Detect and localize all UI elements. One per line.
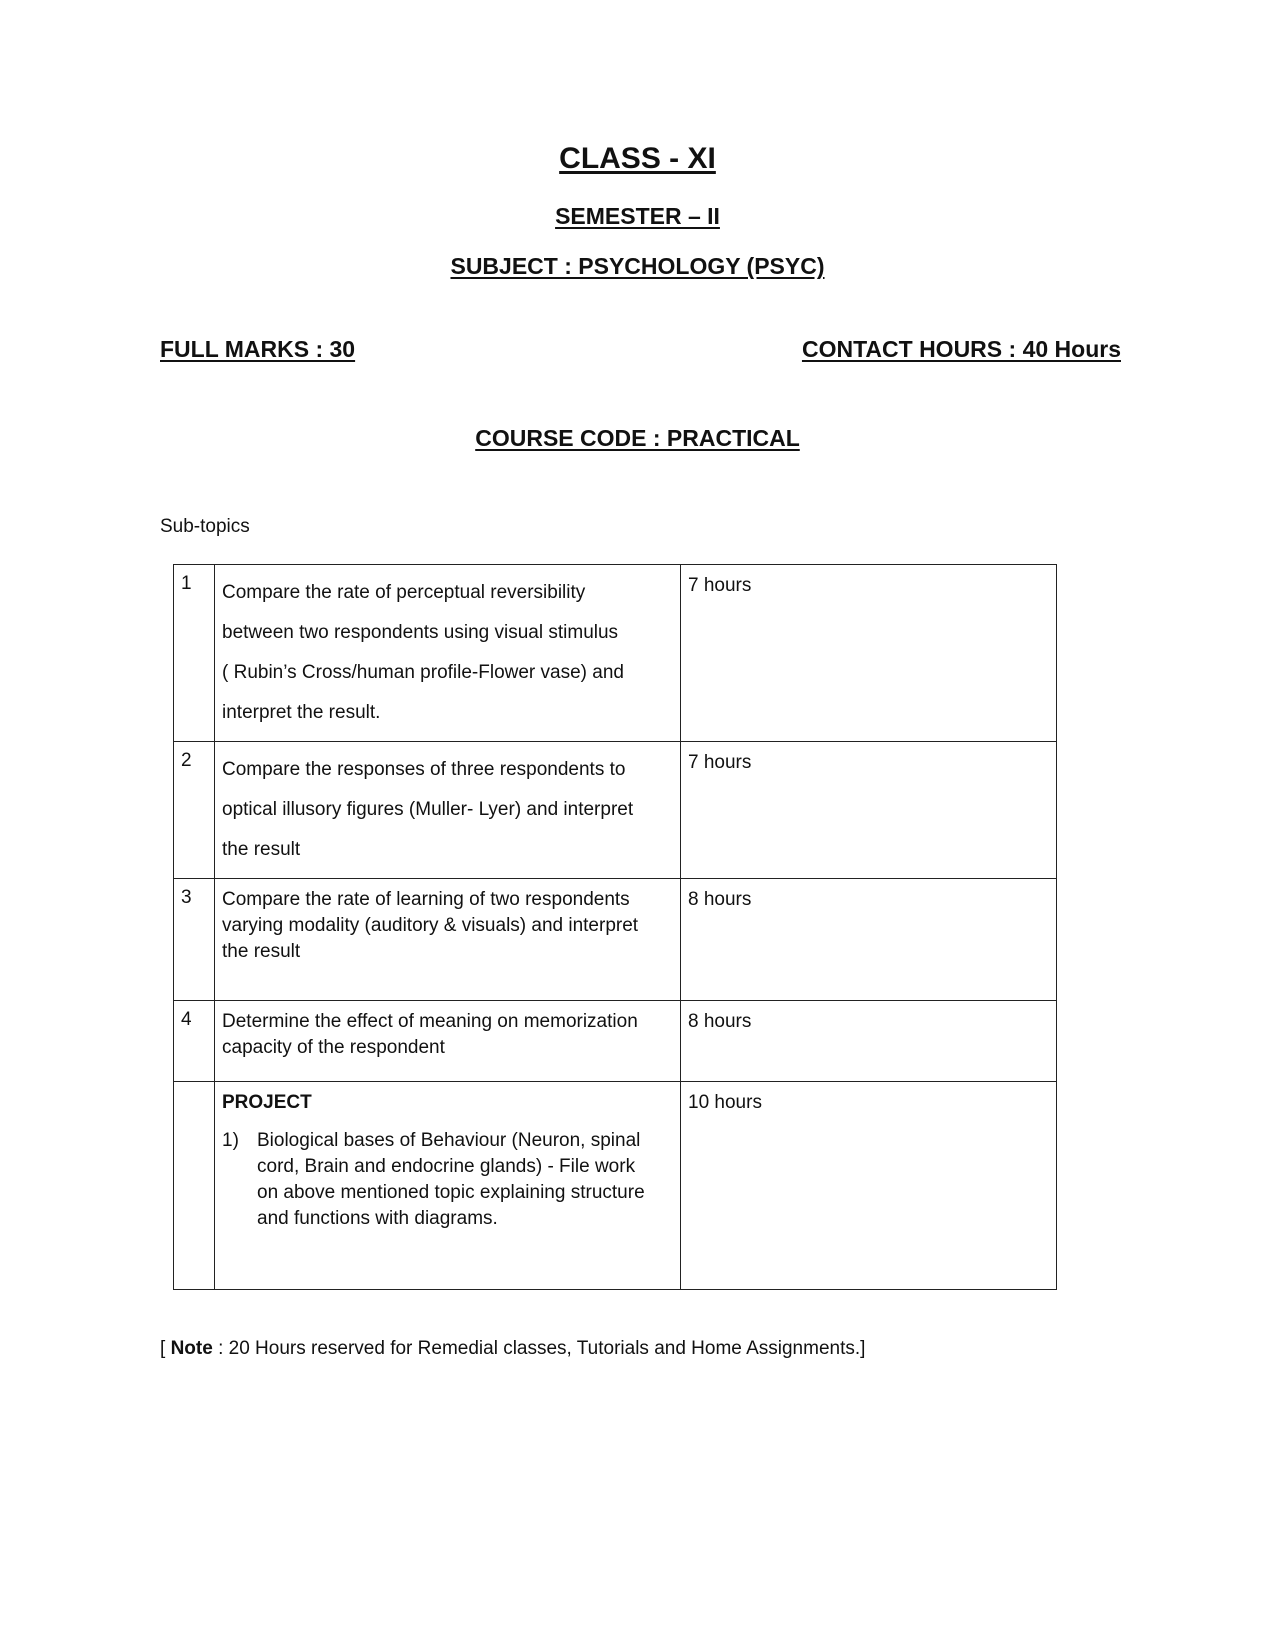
description-line: varying modality (auditory & visuals) and interpret bbox=[222, 915, 639, 936]
row-description bbox=[215, 742, 681, 879]
description-line: the result bbox=[222, 839, 301, 860]
row-number bbox=[174, 1082, 215, 1290]
row-number: 1 bbox=[174, 565, 215, 742]
table-row bbox=[174, 565, 1057, 742]
description-line: Compare the rate of learning of two respondents bbox=[222, 889, 630, 910]
project-line: and functions with diagrams. bbox=[257, 1208, 498, 1229]
subtopics-table bbox=[173, 564, 1057, 1290]
row-hours: 8 hours bbox=[681, 879, 1057, 1001]
project-heading: PROJECT bbox=[222, 1092, 312, 1113]
full-marks: FULL MARKS : 30 bbox=[160, 336, 356, 362]
description-line: Compare the rate of perceptual reversibility bbox=[222, 582, 586, 603]
contact-hours: CONTACT HOURS : 40 Hours bbox=[801, 336, 1121, 362]
class-title: CLASS - XI bbox=[559, 142, 716, 175]
description-line: between two respondents using visual stimulus bbox=[222, 622, 619, 643]
row-number: 2 bbox=[174, 742, 215, 879]
project-line: on above mentioned topic explaining structure bbox=[257, 1182, 645, 1203]
description-line: Determine the effect of meaning on memorization bbox=[222, 1011, 638, 1032]
row-hours: 7 hours bbox=[681, 742, 1057, 879]
table-row bbox=[174, 1001, 1057, 1082]
note bbox=[160, 1338, 865, 1360]
note-text: : 20 Hours reserved for Remedial classes, Tutorials and Home Assignments.] bbox=[212, 1338, 866, 1359]
course-code: COURSE CODE : PRACTICAL bbox=[475, 425, 800, 451]
row-hours: 8 hours bbox=[681, 1001, 1057, 1082]
project-line: Biological bases of Behaviour (Neuron, spinal bbox=[257, 1130, 641, 1151]
row-hours: 10 hours bbox=[681, 1082, 1057, 1290]
project-item-text bbox=[257, 1128, 645, 1232]
row-number: 3 bbox=[174, 879, 215, 1001]
description-line: the result bbox=[222, 941, 301, 962]
project-description bbox=[215, 1082, 681, 1290]
description-line: capacity of the respondent bbox=[222, 1037, 445, 1058]
row-description bbox=[215, 565, 681, 742]
description-line: optical illusory figures (Muller- Lyer) and interpret bbox=[222, 799, 634, 820]
subtopics-label: Sub-topics bbox=[160, 516, 250, 537]
semester-title: SEMESTER – II bbox=[555, 203, 720, 229]
row-description bbox=[215, 1001, 681, 1082]
row-description bbox=[215, 879, 681, 1001]
table-row bbox=[174, 742, 1057, 879]
table-row bbox=[174, 1082, 1057, 1290]
description-line: ( Rubin’s Cross/human profile-Flower vase) and bbox=[222, 662, 624, 683]
subject-title: SUBJECT : PSYCHOLOGY (PSYC) bbox=[450, 253, 825, 279]
row-number: 4 bbox=[174, 1001, 215, 1082]
row-hours: 7 hours bbox=[681, 565, 1057, 742]
project-item bbox=[222, 1128, 673, 1232]
description-line: Compare the responses of three respondents to bbox=[222, 759, 626, 780]
note-label: Note bbox=[170, 1338, 213, 1359]
project-line: cord, Brain and endocrine glands) - File work bbox=[257, 1156, 636, 1177]
table-row bbox=[174, 879, 1057, 1001]
project-item-number: 1) bbox=[222, 1130, 239, 1151]
note-open: [ bbox=[160, 1338, 171, 1359]
description-line: interpret the result. bbox=[222, 702, 381, 723]
